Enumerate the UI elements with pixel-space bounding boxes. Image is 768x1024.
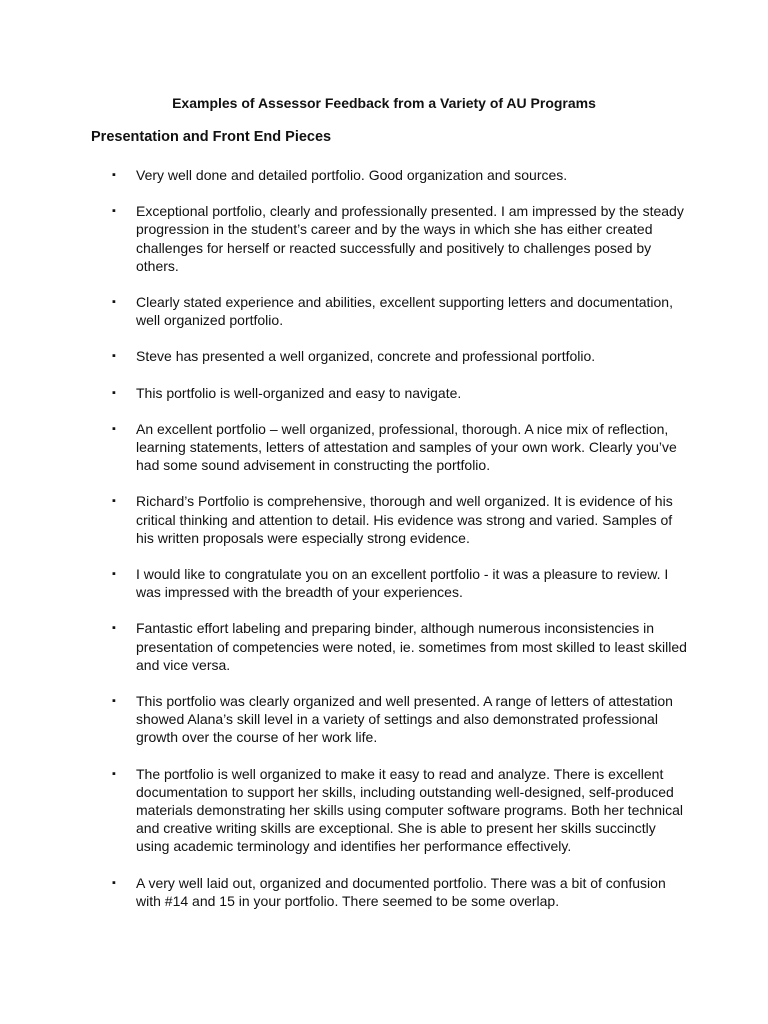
feedback-list <box>0 166 768 928</box>
section-heading: Presentation and Front End Pieces <box>91 129 332 145</box>
list-item <box>0 202 768 275</box>
bullet-icon: ▪ <box>112 876 116 889</box>
list-item <box>0 384 768 402</box>
bullet-icon: ▪ <box>112 622 116 635</box>
feedback-text: This portfolio is well-organized and easy to navigate. <box>136 384 462 401</box>
feedback-text: An excellent portfolio – well organized, professional, thorough. A nice mix of reflection, learning statements, letters of attestation and samples of your own work. Clearly you’ve had some sound advisement in constructing the portfolio. <box>136 420 677 474</box>
list-item <box>0 347 768 365</box>
bullet-icon: ▪ <box>112 422 116 435</box>
document-title: Examples of Assessor Feedback from a Variety of AU Programs <box>172 95 596 111</box>
feedback-text: Very well done and detailed portfolio. Good organization and sources. <box>136 167 568 183</box>
bullet-icon: ▪ <box>112 495 116 508</box>
list-item <box>0 619 768 674</box>
list-item <box>0 874 768 910</box>
bullet-icon: ▪ <box>112 296 116 309</box>
feedback-text: Richard’s Portfolio is comprehensive, thorough and well organized. It is evidence of his critical thinking and attention to detail. His evidence was strong and varied. Samples of his written proposals were especially strong evidence. <box>136 493 673 546</box>
list-item <box>0 420 768 475</box>
list-item <box>0 293 768 329</box>
feedback-text: Clearly stated experience and abilities, excellent supporting letters and documentation, well organized portfolio. <box>136 294 673 329</box>
list-item <box>0 492 768 547</box>
feedback-text: Exceptional portfolio, clearly and professionally presented. I am impressed by the steady progression in the student’s career and by the ways in which she has either created challenges for herself or reacted successfully and positively to challenges posed by others. <box>136 203 684 274</box>
feedback-text: Steve has presented a well organized, concrete and professional portfolio. <box>136 348 596 365</box>
bullet-icon: ▪ <box>112 568 116 581</box>
feedback-text: A very well laid out, organized and documented portfolio. There was a bit of confusion with #14 and 15 in your portfolio. There seemed to be some overlap. <box>136 874 666 909</box>
feedback-text: Fantastic effort labeling and preparing binder, although numerous inconsistencies in presentation of competencies were noted, ie. sometimes from most skilled to least skilled and vice versa. <box>136 620 687 673</box>
bullet-icon: ▪ <box>112 169 116 181</box>
feedback-text: This portfolio was clearly organized and well presented. A range of letters of attestation showed Alana’s skill level in a variety of settings and also demonstrated professional growth over the course of her work life. <box>136 693 673 746</box>
bullet-icon: ▪ <box>112 386 116 399</box>
bullet-icon: ▪ <box>112 205 116 218</box>
list-item <box>0 565 768 601</box>
bullet-icon: ▪ <box>112 695 116 708</box>
bullet-icon: ▪ <box>112 350 116 363</box>
bullet-icon: ▪ <box>112 767 116 780</box>
list-item <box>0 765 768 856</box>
feedback-text: The portfolio is well organized to make it easy to read and analyze. There is excellent documentation to support her skills, including outstanding well-designed, self-produced materials demonstrating her skills using computer software programs. Both her technical and creative writing skills are exceptional. She is able to present her skills succinctly using academic terminology and identifies her performance effectively. <box>136 765 684 855</box>
list-item <box>0 166 768 184</box>
list-item <box>0 692 768 747</box>
feedback-text: I would like to congratulate you on an excellent portfolio - it was a pleasure to review. I was impressed with the breadth of your experiences. <box>136 566 669 601</box>
